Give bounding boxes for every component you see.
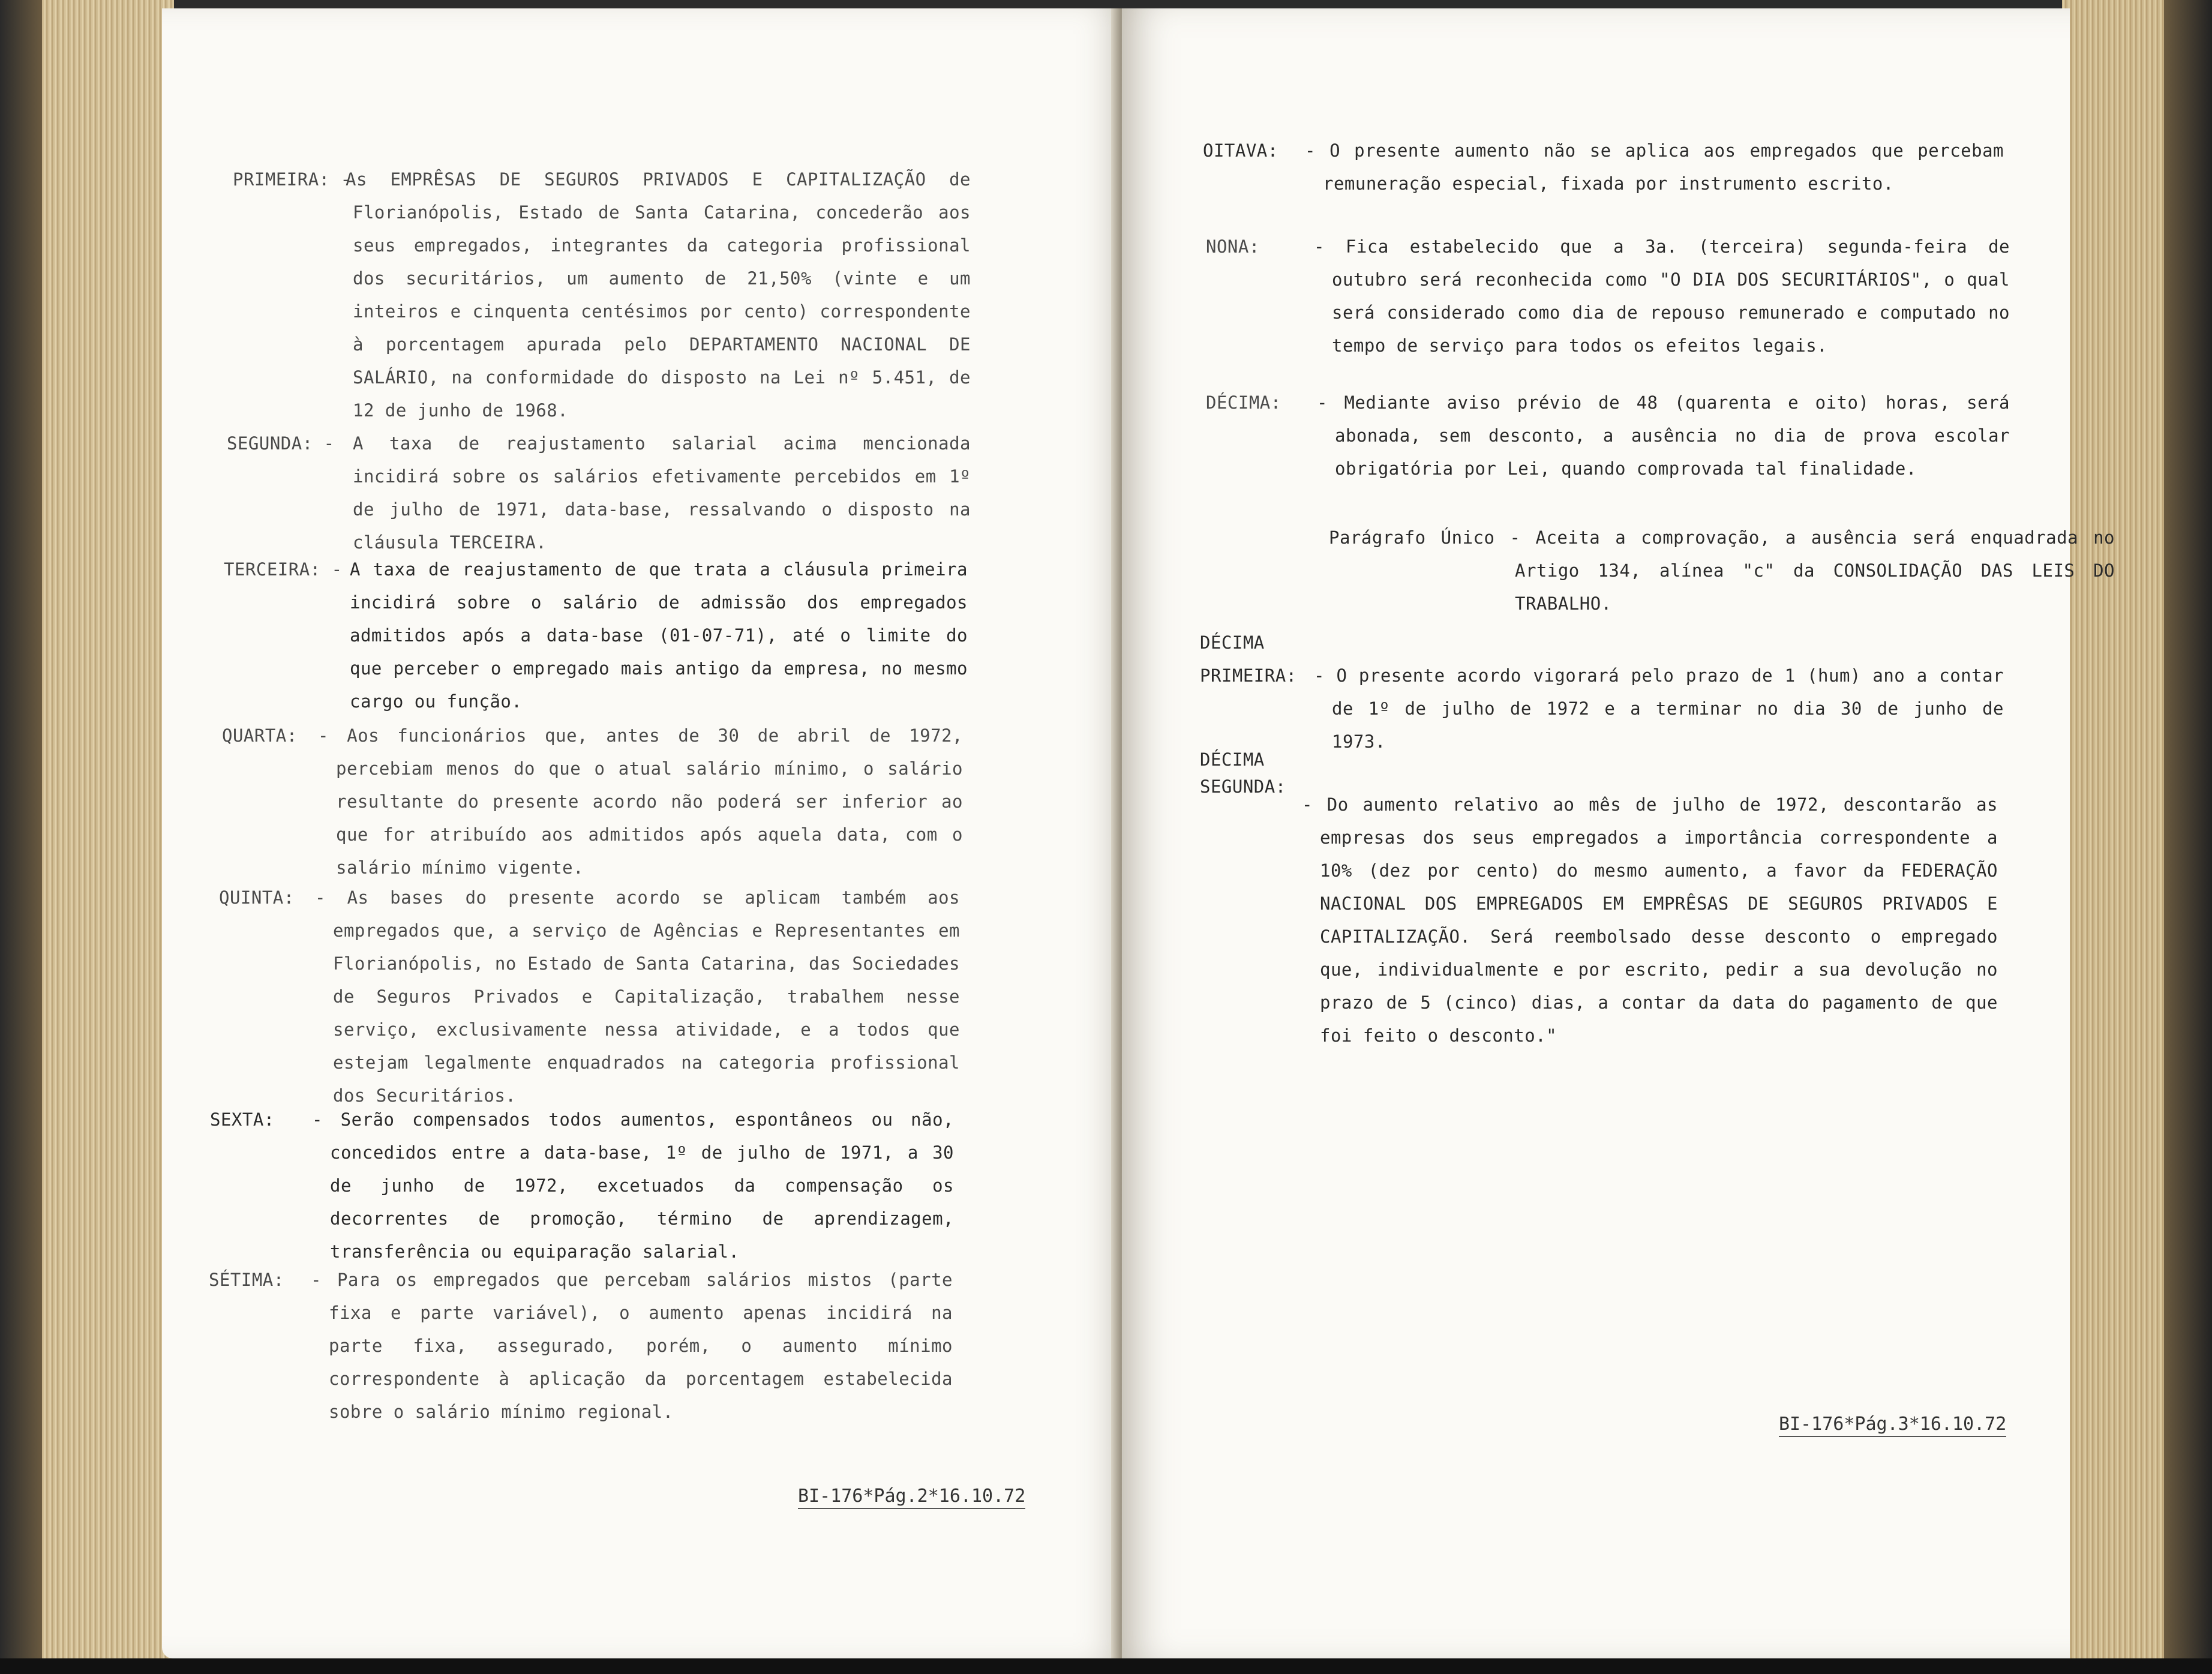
clause-text: Parágrafo Único - Aceita a comprovação, a ausência será enquadrada no Artigo 134, alínea "c" da CONSOLIDAÇÃO DAS LEIS DO TRABALHO. [1329, 527, 2115, 614]
clause-label: SÉTIMA: [209, 1270, 284, 1290]
clause-label: NONA: [1206, 236, 1260, 257]
clause-label: QUINTA: [219, 887, 295, 908]
clause-text: - Do aumento relativo ao mês de julho de 1972, descontarão as empresas dos seus empregados a importância correspondente a 10% (dez por cento) do mesmo aumento, a favor da FEDERAÇÃO NACIONAL DOS EMPREGADOS EM EMPRÊSAS DE SEGUROS PRIVADOS E CAPITALIZAÇÃO. Será reembolsado desse desconto o empregado que, individualmente e por escrito, pedir a sua devolução no prazo de 5 (cinco) dias, a contar da data do pagamento de que foi feito o desconto." [1302, 794, 1998, 1046]
clause-label-2: SEGUNDA: [1200, 776, 1286, 797]
clause-text: - O presente acordo vigorará pelo prazo de 1 (hum) ano a contar de 1º de julho de 1972 e a terminar no dia 30 de junho de 1973. [1314, 665, 2004, 752]
page-footer-right: BI-176*Pág.3*16.10.72 [1779, 1414, 2006, 1437]
clause-label: PRIMEIRA: - [233, 169, 352, 190]
clause-text: - Fica estabelecido que a 3a. (terceira) segunda-feira de outubro será reconhecida como "O DIA DOS SECURITÁRIOS", o qual será considerado como dia de repouso remunerado e computado no tempo de serviço para todos os efeitos legais. [1314, 236, 2010, 356]
clause-label-2: PRIMEIRA: [1200, 665, 1297, 686]
clause-text: - As bases do presente acordo se aplicam também aos empregados que, a serviço de Agências e Representantes em Florianópolis, no Estado de Santa Catarina, das Sociedades de Seguros Privados e Capitalização, trabalhem nesse serviço, exclusivamente nessa atividade, e a todos que estejam legalmente enquadrados na categoria profissional dos Securitários. [315, 887, 960, 1106]
clause-label: DÉCIMA [1200, 749, 1265, 770]
left-page [162, 8, 1122, 1658]
clause-label: SEXTA: [210, 1109, 275, 1130]
clause-label: QUARTA: [222, 725, 298, 746]
clause-text: - O presente aumento não se aplica aos empregados que percebam remuneração especial, fixada por instrumento escrito. [1305, 140, 2004, 194]
clause-text: A taxa de reajustamento salarial acima mencionada incidirá sobre os salários efetivamente percebidos em 1º de julho de 1971, data-base, ressalvando o disposto na cláusula TERCEIRA. [353, 433, 971, 553]
clause-label: TERCEIRA: - [224, 559, 343, 580]
right-page [1122, 8, 2115, 1658]
clause-label: DÉCIMA: [1206, 392, 1281, 413]
clause-text: - Para os empregados que percebam salários mistos (parte fixa e parte variável), o aumento apenas incidirá na parte fixa, assegurado, porém, o aumento mínimo correspondente à aplicação da porcentagem estabelecida sobre o salário mínimo regional. [311, 1270, 953, 1422]
clause-label: SEGUNDA: - [227, 433, 335, 454]
clause-text: - Serão compensados todos aumentos, espontâneos ou não, concedidos entre a data-base, 1º de julho de 1971, a 30 de junho de 1972, excetuados da compensação os decorrentes de promoção, término de aprendizagem, transferência ou equiparação salarial. [312, 1109, 954, 1262]
clause-text: As EMPRÊSAS DE SEGUROS PRIVADOS E CAPITALIZAÇÃO de Florianópolis, Estado de Santa Catarina, concederão aos seus empregados, integrantes da categoria profissional dos securitários, um aumento de 21,50% (vinte e um inteiros e cinquenta centésimos por cento) correspondente à porcentagem apurada pelo DEPARTAMENTO NACIONAL DE SALÁRIO, na conformidade do disposto na Lei nº 5.451, de 12 de junho de 1968. [346, 169, 971, 421]
book-right-cover [2164, 0, 2212, 1674]
page-footer-left: BI-176*Pág.2*16.10.72 [798, 1486, 1025, 1509]
clause-label: OITAVA: [1203, 140, 1278, 161]
clause-text: A taxa de reajustamento de que trata a cláusula primeira incidirá sobre o salário de admissão dos empregados admitidos após a data-base (01-07-71), até o limite do que perceber o empregado mais antigo da empresa, no mesmo cargo ou função. [350, 559, 968, 712]
book-left-cover [0, 0, 42, 1674]
book-bottom-edge [0, 1658, 2212, 1674]
clause-text: - Aos funcionários que, antes de 30 de abril de 1972, percebiam menos do que o atual salário mínimo, o salário resultante do presente acordo não poderá ser inferior ao que for atribuído aos admitidos após aquela data, com o salário mínimo vigente. [318, 725, 963, 878]
clause-label: DÉCIMA [1200, 632, 1265, 653]
clause-text: - Mediante aviso prévio de 48 (quarenta e oito) horas, será abonada, sem desconto, a ausência no dia de prova escolar obrigatória por Lei, quando comprovada tal finalidade. [1317, 392, 2010, 479]
